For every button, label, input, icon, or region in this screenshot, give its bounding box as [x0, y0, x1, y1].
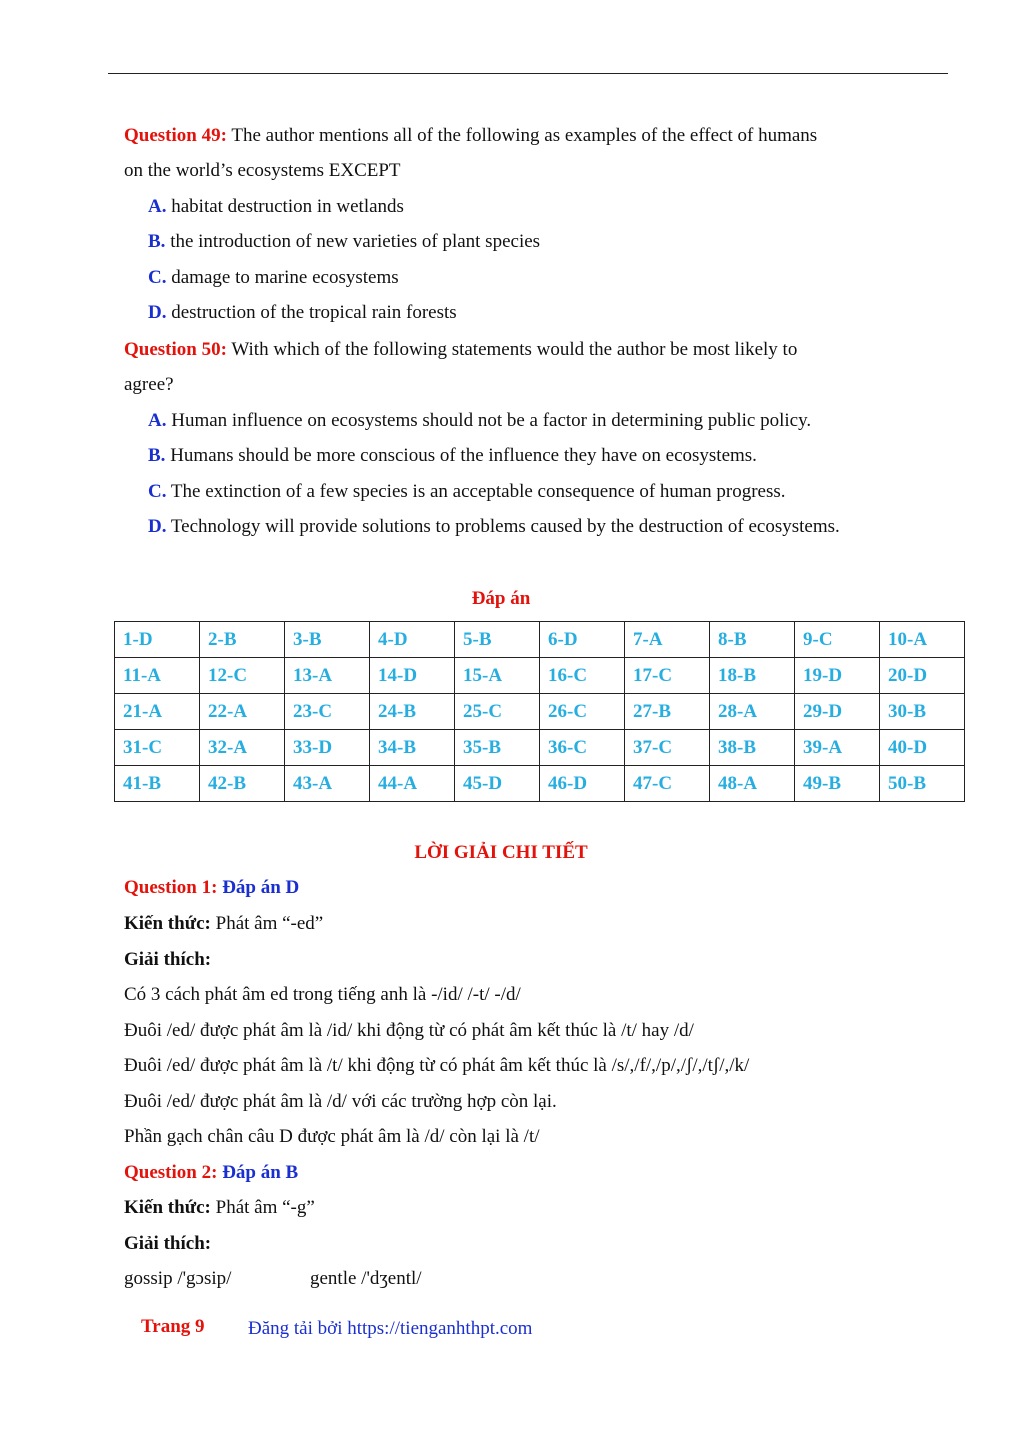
s1-line-5: Phần gạch chân câu D được phát âm là /d/ còn lại là /t/ [124, 1126, 540, 1147]
answer-cell: 23-C [285, 694, 370, 730]
answer-cell: 33-D [285, 730, 370, 766]
q50-stem-line2: agree? [124, 374, 174, 395]
s2-knowledge: Kiến thức: Phát âm “-g” [124, 1197, 315, 1218]
answer-cell: 10-A [880, 622, 965, 658]
answer-cell: 18-B [710, 658, 795, 694]
answer-cell: 29-D [795, 694, 880, 730]
answer-cell: 2-B [200, 622, 285, 658]
answers-title: Đáp án [471, 588, 531, 609]
answer-row [115, 658, 965, 694]
answer-row [115, 730, 965, 766]
answer-cell: 14-D [370, 658, 455, 694]
answer-cell: 5-B [455, 622, 540, 658]
answer-cell: 8-B [710, 622, 795, 658]
s2-explain-label: Giải thích: [124, 1233, 212, 1254]
answer-cell: 34-B [370, 730, 455, 766]
answer-cell: 43-A [285, 766, 370, 802]
q49-label: Question 49: [124, 125, 227, 146]
q50-label: Question 50: [124, 339, 227, 360]
answer-cell: 25-C [455, 694, 540, 730]
answer-cell: 50-B [880, 766, 965, 802]
s2-word-2: gentle /'dʒentl/ [310, 1268, 422, 1289]
answer-cell: 41-B [115, 766, 200, 802]
answer-cell: 12-C [200, 658, 285, 694]
answer-cell: 11-A [115, 658, 200, 694]
q50-text-1: With which of the following statements would the author be most likely to [231, 339, 798, 360]
answer-cell: 3-B [285, 622, 370, 658]
q49-stem-line1 [124, 125, 817, 147]
answer-cell: 32-A [200, 730, 285, 766]
answer-cell: 26-C [540, 694, 625, 730]
answer-cell: 40-D [880, 730, 965, 766]
page-number: Trang 9 [141, 1316, 205, 1337]
answer-row [115, 766, 965, 802]
answer-cell: 20-D [880, 658, 965, 694]
answer-cell: 37-C [625, 730, 710, 766]
answer-cell: 36-C [540, 730, 625, 766]
answer-cell: 45-D [455, 766, 540, 802]
q50-option-d: D. Technology will provide solutions to problems caused by the destruction of ecosystems. [148, 516, 840, 537]
s1-knowledge: Kiến thức: Phát âm “-ed” [124, 913, 324, 934]
q50-stem-line1 [124, 339, 797, 361]
solution-title: LỜI GIẢI CHI TIẾT [414, 842, 588, 863]
answer-cell: 39-A [795, 730, 880, 766]
q49-option-a: A. habitat destruction in wetlands [148, 196, 404, 217]
answer-cell: 35-B [455, 730, 540, 766]
answer-cell: 48-A [710, 766, 795, 802]
s2-word-1: gossip /'gɔsip/ [124, 1268, 232, 1289]
answer-cell: 49-B [795, 766, 880, 802]
answer-cell: 31-C [115, 730, 200, 766]
answer-cell: 21-A [115, 694, 200, 730]
s1-explain-label: Giải thích: [124, 949, 212, 970]
q49-option-b: B. the introduction of new varieties of plant species [148, 231, 541, 252]
answer-cell: 30-B [880, 694, 965, 730]
q50-option-b: B. Humans should be more conscious of the influence they have on ecosystems. [148, 445, 757, 466]
answer-cell: 38-B [710, 730, 795, 766]
answer-cell: 24-B [370, 694, 455, 730]
answer-cell: 27-B [625, 694, 710, 730]
answer-cell: 15-A [455, 658, 540, 694]
answer-cell: 47-C [625, 766, 710, 802]
answer-cell: 17-C [625, 658, 710, 694]
answer-cell: 16-C [540, 658, 625, 694]
answer-cell: 6-D [540, 622, 625, 658]
s1-line-3: Đuôi /ed/ được phát âm là /t/ khi động từ có phát âm kết thúc là /s/,/f/,/p/,/ʃ/,/tʃ/,/k/ [124, 1055, 750, 1076]
s1-line-1: Có 3 cách phát âm ed trong tiếng anh là -/id/ /-t/ -/d/ [124, 984, 521, 1005]
answer-cell: 42-B [200, 766, 285, 802]
answer-cell: 22-A [200, 694, 285, 730]
answer-table [114, 621, 965, 802]
answer-cell: 46-D [540, 766, 625, 802]
q49-option-d: D. destruction of the tropical rain forests [148, 302, 457, 323]
answer-cell: 44-A [370, 766, 455, 802]
q50-option-c: C. The extinction of a few species is an acceptable consequence of human progress. [148, 481, 786, 502]
q49-stem-line2: on the world’s ecosystems EXCEPT [124, 160, 401, 181]
q49-option-c: C. damage to marine ecosystems [148, 267, 399, 288]
q50-option-a: A. Human influence on ecosystems should not be a factor in determining public policy. [148, 410, 812, 431]
footer-site-link[interactable]: Đăng tải bởi https://tienganhthpt.com [248, 1318, 533, 1339]
header-rule [108, 73, 948, 74]
answer-row [115, 694, 965, 730]
answer-cell: 28-A [710, 694, 795, 730]
answer-cell: 4-D [370, 622, 455, 658]
answer-cell: 9-C [795, 622, 880, 658]
answer-cell: 19-D [795, 658, 880, 694]
s1-line-2: Đuôi /ed/ được phát âm là /id/ khi động từ có phát âm kết thúc là /t/ hay /d/ [124, 1020, 694, 1041]
answer-row [115, 622, 965, 658]
s1-heading: Question 1: Đáp án D [124, 877, 300, 898]
s2-heading: Question 2: Đáp án B [124, 1162, 299, 1183]
q49-text-1: The author mentions all of the following as examples of the effect of humans [231, 125, 818, 146]
s1-line-4: Đuôi /ed/ được phát âm là /d/ với các trường hợp còn lại. [124, 1091, 557, 1112]
answer-cell: 1-D [115, 622, 200, 658]
answer-cell: 7-A [625, 622, 710, 658]
answer-cell: 13-A [285, 658, 370, 694]
